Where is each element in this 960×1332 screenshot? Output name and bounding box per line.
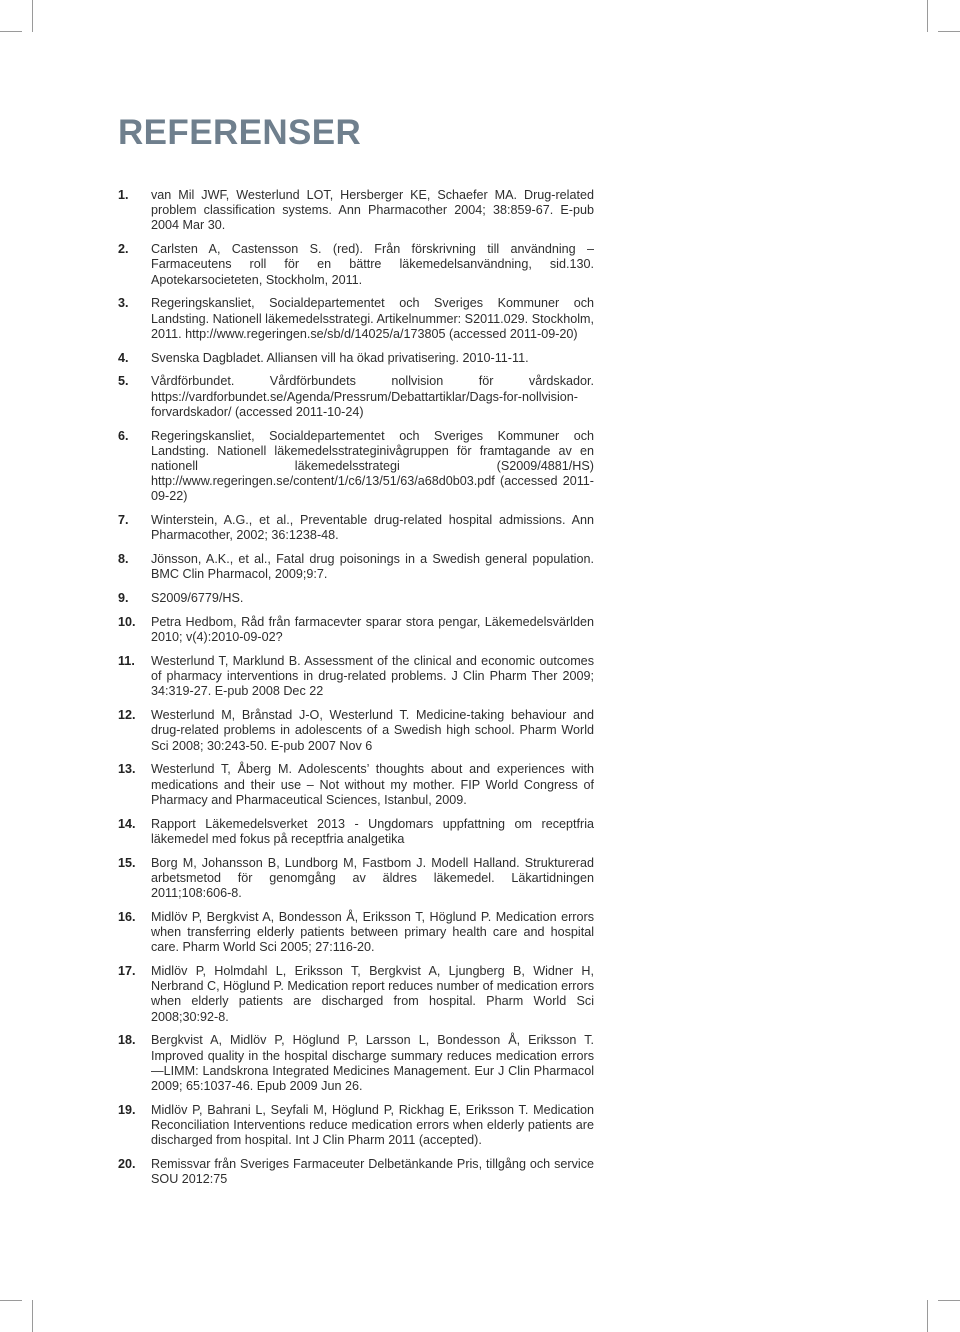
reference-item: [118, 654, 594, 700]
reference-number: 8.: [118, 552, 129, 567]
reference-number: 11.: [118, 654, 135, 669]
reference-number: 3.: [118, 296, 129, 311]
reference-text: van Mil JWF, Westerlund LOT, Hersberger KE, Schaefer MA. Drug-related problem classification systems. Ann Pharmacother 2004; 38:859-67. E-pub 2004 Mar 30.: [151, 188, 594, 233]
reference-list: [118, 188, 594, 1196]
crop-mark-top-right: [927, 0, 928, 32]
reference-text: Westerlund T, Åberg M. Adolescents’ thoughts about and experiences with medications and their use – Not without my mother. FIP World Congress of Pharmacy and Pharmaceutical Sciences, Istanbul, 2009.: [151, 762, 594, 807]
reference-text: Vårdförbundet. Vårdförbundets nollvision för vårdskador. https://vardforbundet.se/Agenda/Pressrum/Debattartiklar/Dags-for-nollvision-forvardskador/ (accessed 2011-10-24): [151, 374, 594, 419]
reference-item: [118, 762, 594, 808]
reference-number: 6.: [118, 428, 129, 443]
reference-number: 16.: [118, 909, 136, 924]
reference-number: 19.: [118, 1102, 136, 1117]
reference-text: Midlöv P, Bergkvist A, Bondesson Å, Eriksson T, Höglund P. Medication errors when transferring elderly patients between primary health care and hospital care. Pharm World Sci 2005; 27:116-20.: [151, 909, 594, 955]
reference-text: Regeringskansliet, Socialdepartementet och Sveriges Kommuner och Landsting. Nationell läkemedelsstrategi. Artikelnummer: S2011.029. Stockholm, 2011. http://www.regeringen.se/sb/d/14025/a/173805 (accessed 2011-09-20): [151, 296, 594, 341]
reference-item: [118, 708, 594, 754]
reference-text: Midlöv P, Holmdahl L, Eriksson T, Bergkvist A, Ljungberg B, Widner H, Nerbrand C, Höglund P. Medication report reduces number of medication errors when elderly patients are discharged from hospital. Pharm World Sci 2008;30:92-8.: [151, 964, 594, 1024]
reference-text: Jönsson, A.K., et al., Fatal drug poisonings in a Swedish general population. BMC Clin Pharmacol, 2009;9:7.: [151, 552, 594, 582]
crop-mark-bottom-right: [938, 1300, 960, 1301]
reference-text: Midlöv P, Bahrani L, Seyfali M, Höglund P, Rickhag E, Eriksson T. Medication Reconciliation Interventions reduce medication errors when elderly patients are discharged from hospital. Int J Clin Pharm 2011 (accepted).: [151, 1102, 594, 1148]
reference-number: 5.: [118, 374, 129, 389]
reference-text: Westerlund T, Marklund B. Assessment of the clinical and economic outcomes of pharmacy interventions in drug-related problems. J Clin Pharm Ther 2009; 34:319-27. E-pub 2008 Dec 22: [151, 654, 594, 699]
reference-text: Petra Hedbom, Råd från farmacevter sparar stora pengar, Läkemedelsvärlden 2010; v(4):2010-09-02?: [151, 615, 594, 645]
reference-text: Westerlund M, Brånstad J-O, Westerlund T. Medicine-taking behaviour and drug-related problems in adolescents of a Swedish high school. Pharm World Sci 2008; 30:243-50. E-pub 2007 Nov 6: [151, 708, 594, 753]
crop-mark-bottom-left: [32, 1300, 33, 1332]
reference-item: [118, 296, 594, 342]
reference-number: 2.: [118, 242, 129, 257]
crop-mark-top-right: [938, 31, 960, 32]
reference-text: Regeringskansliet, Socialdepartementet och Sveriges Kommuner och Landsting. Nationell läkemedelsstrateginivågruppen för framtagande av en nationell läkemedelsstrategi (S2009/4881/HS) http://www.regeringen.se/content/1/c6/13/51/63/a68d0b03.pdf (accessed 2011-09-22): [151, 428, 594, 504]
reference-number: 10.: [118, 615, 136, 630]
reference-text: Winterstein, A.G., et al., Preventable drug-related hospital admissions. Ann Pharmacother, 2002; 36:1238-48.: [151, 513, 594, 543]
reference-number: 7.: [118, 513, 129, 528]
reference-number: 1.: [118, 188, 129, 202]
reference-text: Carlsten A, Castensson S. (red). Från förskrivning till användning – Farmaceutens roll för en bättre läkemedelsanvändning, sid.130. Apotekarsocieteten, Stockholm, 2011.: [151, 242, 594, 287]
reference-item: [118, 964, 594, 1025]
page-title: REFERENSER: [118, 113, 362, 152]
reference-number: 4.: [118, 350, 129, 365]
reference-item: [118, 552, 594, 582]
reference-item: [118, 615, 594, 645]
reference-number: 13.: [118, 762, 136, 777]
reference-number: 20.: [118, 1157, 136, 1172]
reference-text: Rapport Läkemedelsverket 2013 - Ungdomars uppfattning om receptfria läkemedel med fokus på receptfria analgetika: [151, 816, 594, 846]
reference-item: [118, 242, 594, 288]
reference-item: [118, 513, 594, 543]
reference-item: [118, 856, 594, 902]
crop-mark-top-left: [0, 31, 22, 32]
crop-mark-bottom-right: [927, 1300, 928, 1332]
reference-item: [118, 351, 594, 366]
reference-item: [118, 1103, 594, 1149]
reference-item: [118, 910, 594, 956]
reference-number: 12.: [118, 708, 136, 723]
reference-number: 15.: [118, 855, 136, 870]
reference-item: [118, 1157, 594, 1187]
reference-text: Remissvar från Sveriges Farmaceuter Delbetänkande Pris, tillgång och service SOU 2012:75: [151, 1157, 594, 1187]
reference-text: S2009/6779/HS.: [151, 591, 244, 606]
reference-item: [118, 374, 594, 420]
reference-text: Svenska Dagbladet. Alliansen vill ha ökad privatisering. 2010-11-11.: [151, 350, 529, 365]
reference-number: 18.: [118, 1033, 136, 1048]
reference-item: [118, 1033, 594, 1094]
reference-item: [118, 817, 594, 847]
crop-mark-top-left: [32, 0, 33, 32]
reference-number: 17.: [118, 964, 136, 979]
reference-item: [118, 591, 594, 606]
reference-text: Bergkvist A, Midlöv P, Höglund P, Larsson L, Bondesson Å, Eriksson T. Improved quality in the hospital discharge summary reduces medication errors—LIMM: Landskrona Integrated Medicines Management. Eur J Clin Pharmacol 2009; 65:1037-46. Epub 2009 Jun 26.: [151, 1033, 594, 1094]
crop-mark-bottom-left: [0, 1300, 22, 1301]
reference-item: [118, 188, 594, 234]
reference-number: 9.: [118, 591, 129, 606]
reference-item: [118, 429, 594, 505]
reference-text: Borg M, Johansson B, Lundborg M, Fastbom J. Modell Halland. Strukturerad arbetsmetod för genomgång av äldres läkemedel. Läkartidningen 2011;108:606-8.: [151, 855, 594, 901]
reference-number: 14.: [118, 816, 136, 831]
